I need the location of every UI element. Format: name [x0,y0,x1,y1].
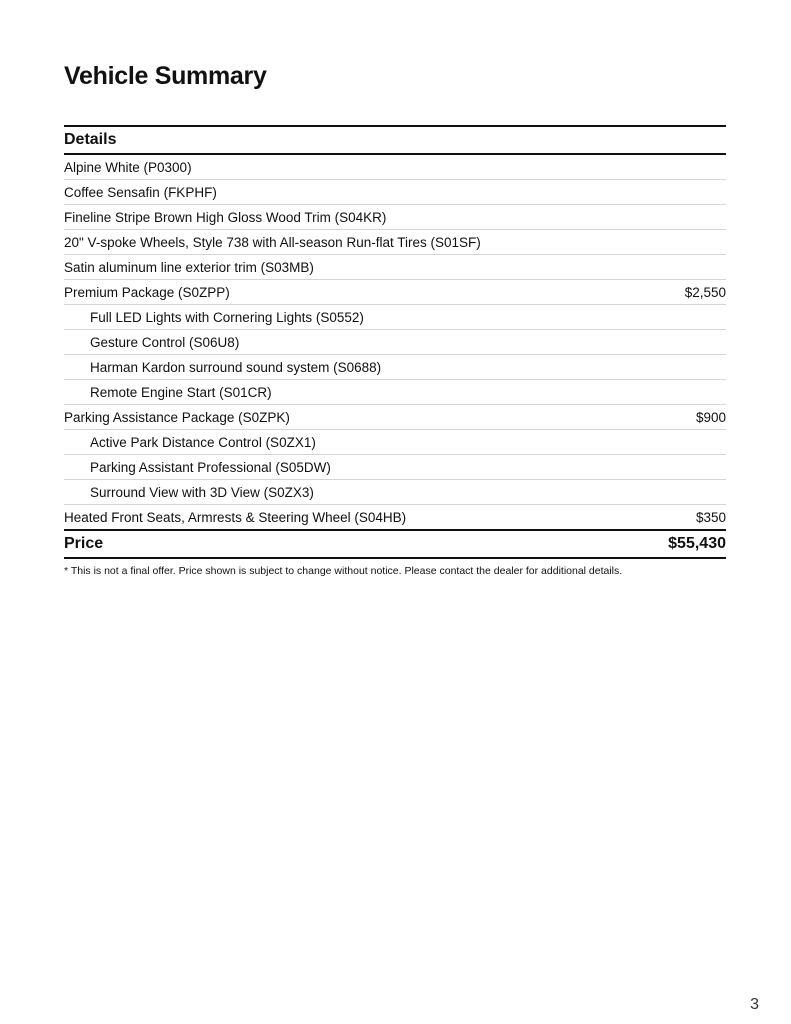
row-label: Full LED Lights with Cornering Lights (S0552) [90,309,364,325]
table-row [64,430,726,455]
page-title: Vehicle Summary [64,62,267,90]
table-row [64,355,726,380]
total-price-row [64,531,726,559]
row-label: Harman Kardon surround sound system (S0688) [90,359,382,375]
row-label: Gesture Control (S06U8) [90,334,240,350]
row-label: Alpine White (P0300) [64,159,192,175]
table-row [64,305,726,330]
page-number: 3 [750,996,759,1013]
table-row [64,280,726,305]
table-row [64,230,726,255]
table-row [64,505,726,531]
row-label: Surround View with 3D View (S0ZX3) [90,484,314,500]
table-row [64,180,726,205]
details-header-label: Details [64,131,117,148]
total-price-value: $55,430 [668,535,726,552]
details-header [64,125,726,155]
row-label: Coffee Sensafin (FKPHF) [64,184,217,200]
table-row [64,330,726,355]
row-label: Parking Assistant Professional (S05DW) [90,459,331,475]
table-row [64,380,726,405]
row-label: 20" V-spoke Wheels, Style 738 with All-season Run-flat Tires (S01SF) [64,234,481,250]
table-row [64,255,726,280]
table-row [64,405,726,430]
row-label: Parking Assistance Package (S0ZPK) [64,409,290,425]
table-row [64,155,726,180]
row-label: Active Park Distance Control (S0ZX1) [90,434,316,450]
row-label: Heated Front Seats, Armrests & Steering Wheel (S04HB) [64,509,407,525]
table-row [64,455,726,480]
row-label: Fineline Stripe Brown High Gloss Wood Trim (S04KR) [64,209,387,225]
row-price: $350 [695,509,726,525]
table-row [64,480,726,505]
row-label: Remote Engine Start (S01CR) [90,384,272,400]
row-label: Premium Package (S0ZPP) [64,284,230,300]
row-price: $2,550 [684,284,726,300]
disclaimer-note: * This is not a final offer. Price shown is subject to change without notice. Please contact the dealer for additional details. [64,565,623,577]
total-price-label: Price [64,535,104,552]
row-label: Satin aluminum line exterior trim (S03MB) [64,259,314,275]
row-price: $900 [695,409,726,425]
vehicle-summary-table [64,125,726,577]
table-row [64,205,726,230]
